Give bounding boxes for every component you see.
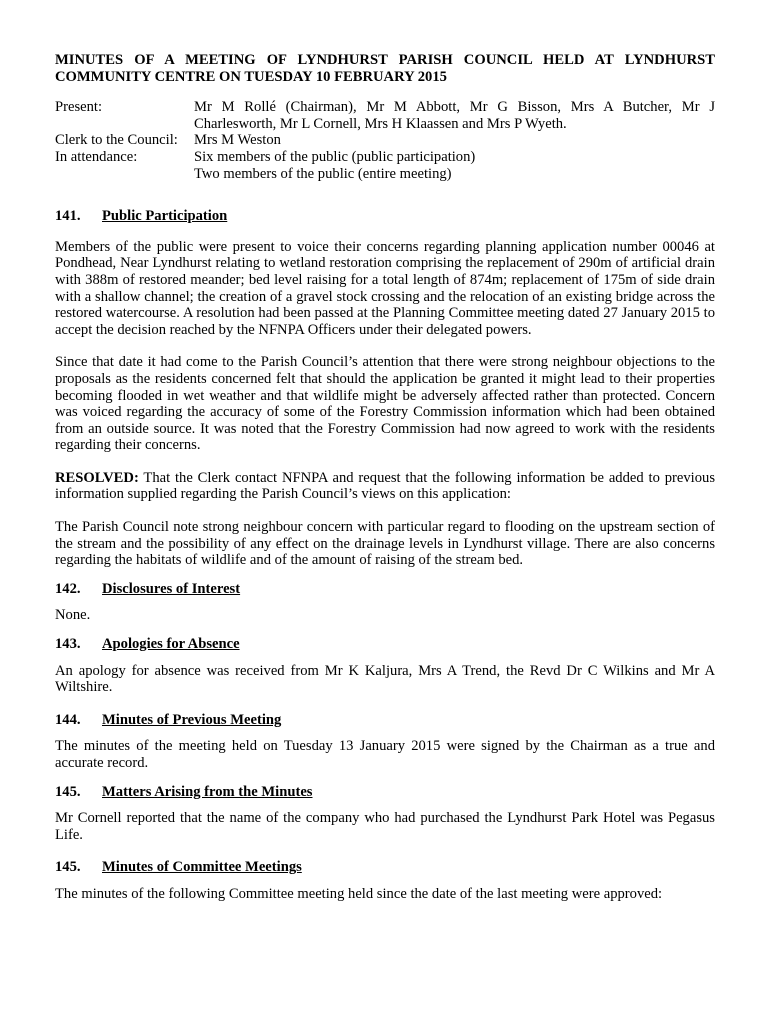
resolved-label: RESOLVED: (55, 469, 139, 486)
section-title: Minutes of Previous Meeting (102, 711, 282, 728)
section-title: Public Participation (102, 208, 228, 225)
section-144-text: The minutes of the meeting held on Tuesday 13 January 2015 were signed by the Chairman as a true and accurate record. (55, 738, 715, 771)
clerk-row (55, 132, 715, 149)
section-141-paragraph-1: Members of the public were present to voice their concerns regarding planning application number 00046 at Pondhead, Near Lyndhurst relating to wetland restoration comprising the replacement of 290m of artificial drain with 388m of restored meander; bed level raising for a total length of 874m; replacement of 175m of side drain with a shallow channel; the creation of a gravel stock crossing and the relocation of an existing bridge across the restored watercourse. A resolution had been passed at the Planning Committee meeting dated 27 January 2015 to accept the decision reached by the NFNPA Officers under their delegated powers. (55, 238, 715, 338)
document-title: MINUTES OF A MEETING OF LYNDHURST PARISH COUNCIL HELD AT LYNDHURST COMMUNITY CENTRE ON TUESDAY 10 FEBRUARY 2015 (55, 52, 715, 85)
present-row (55, 99, 715, 132)
section-145-committee-text: The minutes of the following Committee meeting held since the date of the last meeting were approved: (55, 885, 663, 902)
attendance-block (55, 99, 715, 182)
section-141-paragraph-3: The Parish Council note strong neighbour concern with particular regard to flooding on the upstream section of the stream and the possibility of any effect on the drainage levels in Lyndhurst village. There are also concerns regarding the habitats of wildlife and of the amount of raising of the stream bed. (55, 519, 715, 569)
resolved-text: That the Clerk contact NFNPA and request that the following information be added to previous information supplied regarding the Parish Council’s views on this application: (55, 469, 715, 503)
attendance-value-2: Two members of the public (entire meeting) (194, 165, 452, 182)
minutes-content (55, 52, 715, 919)
section-144-heading (55, 712, 715, 729)
present-value: Mr M Rollé (Chairman), Mr M Abbott, Mr G Bisson, Mrs A Butcher, Mr J Charlesworth, Mr L Cornell, Mrs H Klaassen and Mrs P Wyeth. (194, 99, 715, 132)
section-number: 142. (55, 580, 81, 597)
section-142-text: None. (55, 607, 91, 624)
attendance-values (194, 149, 715, 182)
section-number: 144. (55, 711, 81, 728)
section-number: 145. (55, 783, 81, 800)
section-title: Apologies for Absence (102, 636, 240, 653)
section-141-heading (55, 208, 715, 225)
section-143-text: An apology for absence was received from Mr K Kaljura, Mrs A Trend, the Revd Dr C Wilkins and Mr A Wiltshire. (55, 662, 715, 696)
section-145-matters-text: Mr Cornell reported that the name of the company who had purchased the Lyndhurst Park Hotel was Pegasus Life. (55, 810, 715, 843)
clerk-label: Clerk to the Council: (55, 132, 178, 149)
present-label: Present: (55, 99, 103, 116)
section-number: 143. (55, 636, 81, 653)
attendance-row (55, 149, 715, 182)
section-title: Minutes of Committee Meetings (102, 859, 302, 876)
section-title: Matters Arising from the Minutes (102, 783, 313, 800)
section-number: 145. (55, 859, 81, 876)
section-142-heading (55, 581, 715, 598)
attendance-label: In attendance: (55, 148, 138, 165)
section-title: Disclosures of Interest (102, 580, 241, 597)
section-145-committee-heading (55, 859, 715, 876)
clerk-value: Mrs M Weston (194, 132, 281, 149)
attendance-value-1: Six members of the public (public participation) (194, 148, 476, 165)
section-145-heading (55, 784, 715, 801)
section-141-paragraph-2: Since that date it had come to the Parish Council’s attention that there were strong neighbour objections to the proposals as the residents concerned felt that should the application be granted it might lead to their properties becoming flooded in wet weather and that wildlife might be adversely affected rather than protected. Concern was voiced regarding the accuracy of some of the Forestry Commission information which had been obtained from an outside source. It was noted that the Forestry Commission had now agreed to work with the residents regarding their concerns. (55, 354, 715, 454)
section-141-resolution (55, 470, 715, 503)
section-number: 141. (55, 208, 81, 225)
section-143-heading (55, 636, 715, 653)
